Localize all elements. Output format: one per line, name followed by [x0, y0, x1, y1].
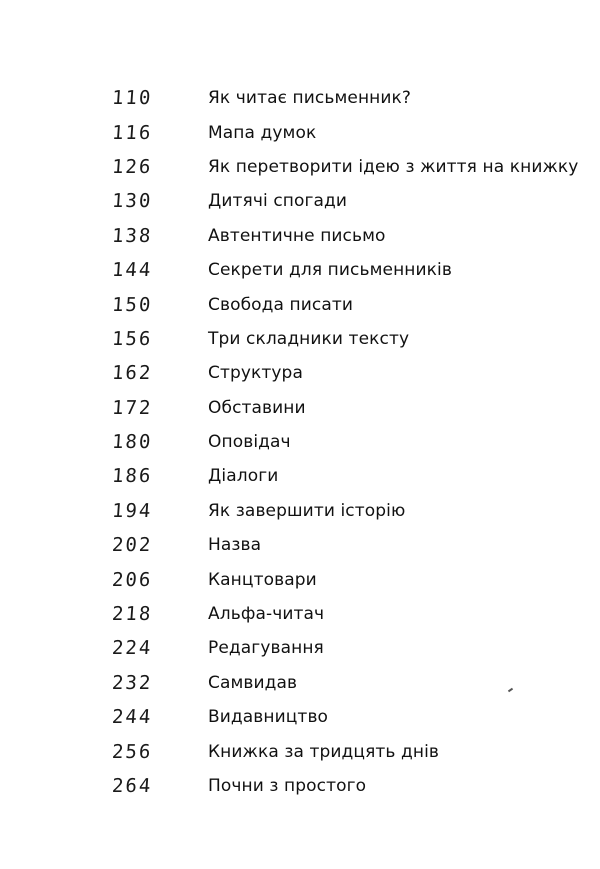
toc-entry	[112, 115, 582, 149]
entry-title: Обставини	[208, 397, 306, 418]
entry-title: Мапа думок	[208, 122, 317, 143]
entry-title: Книжка за тридцять днів	[208, 741, 440, 762]
entry-title: Секрети для письменників	[208, 260, 452, 281]
page-number: 130	[111, 190, 154, 213]
entry-title: Три складники тексту	[208, 328, 410, 349]
page-number: 194	[111, 499, 154, 522]
entry-title: Як завершити історію	[208, 500, 406, 521]
toc-entry	[112, 494, 582, 528]
page-number: 232	[111, 671, 154, 694]
toc-entry	[112, 769, 582, 803]
toc-entry	[112, 700, 582, 734]
entry-title: Як перетворити ідею з життя на книжку	[208, 156, 579, 177]
entry-title: Почни з простого	[208, 776, 367, 796]
page-number: 206	[111, 568, 154, 591]
table-of-contents	[112, 81, 582, 803]
toc-entry	[112, 391, 582, 425]
page-number: 186	[111, 465, 154, 488]
page-number: 172	[111, 396, 154, 419]
toc-entry	[112, 425, 582, 459]
entry-title: Оповідач	[208, 432, 291, 453]
toc-entry	[112, 528, 582, 562]
page-number: 116	[111, 121, 154, 144]
toc-entry	[112, 597, 582, 631]
entry-title: Редагування	[208, 638, 324, 659]
toc-entry	[112, 631, 582, 665]
toc-entry	[112, 459, 582, 493]
entry-title: Як читає письменник?	[208, 88, 412, 109]
entry-title: Свобода писати	[208, 294, 354, 315]
toc-entry	[112, 81, 582, 115]
page-number: 202	[111, 534, 154, 557]
page-number: 126	[111, 155, 154, 178]
toc-entry	[112, 219, 582, 253]
entry-title: Структура	[208, 363, 303, 384]
page-number: 138	[111, 224, 154, 247]
toc-entry	[112, 253, 582, 287]
entry-title: Назва	[208, 535, 262, 556]
entry-title: Видавництво	[208, 707, 329, 728]
entry-title: Дитячі спогади	[208, 191, 348, 212]
entry-title: Автентичне письмо	[208, 225, 386, 246]
page-number: 156	[111, 327, 154, 350]
page-number: 224	[111, 637, 154, 660]
entry-title: Канцтовари	[208, 569, 317, 590]
page-number: 110	[111, 87, 154, 110]
toc-entry	[112, 322, 582, 356]
page-number: 150	[111, 293, 154, 316]
toc-entry	[112, 562, 582, 596]
toc-entry	[112, 150, 582, 184]
toc-entry	[112, 287, 582, 321]
page-number: 256	[111, 740, 154, 763]
toc-entry	[112, 734, 582, 768]
page-number: 218	[111, 603, 154, 626]
page-number: 162	[111, 362, 154, 385]
toc-entry	[112, 184, 582, 218]
page-number: 144	[111, 259, 154, 282]
entry-title: Альфа-читач	[208, 604, 325, 625]
toc-entry	[112, 356, 582, 390]
page-number: 180	[111, 431, 154, 454]
toc-entry	[112, 666, 582, 700]
entry-title: Самвидав	[208, 672, 298, 693]
entry-title: Діалоги	[208, 466, 279, 487]
page-number: 264	[111, 775, 154, 797]
page-number: 244	[111, 706, 154, 729]
